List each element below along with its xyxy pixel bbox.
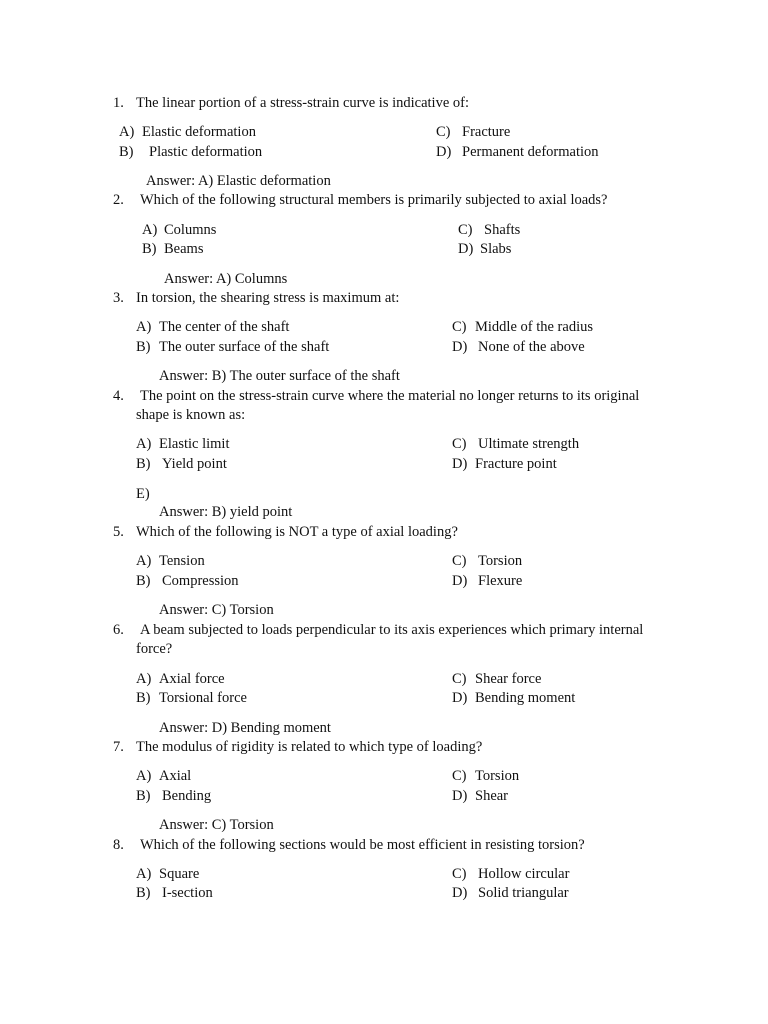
option-text: Bending moment <box>475 690 576 706</box>
option-text: Square <box>159 866 200 882</box>
option-text: The outer surface of the shaft <box>159 339 330 355</box>
question-number: 7. <box>113 739 124 755</box>
option-text: Ultimate strength <box>478 436 580 452</box>
option-letter: B) <box>119 144 134 160</box>
option-letter: A) <box>136 436 152 452</box>
option-letter: D) <box>452 573 468 589</box>
option-text: Torsional force <box>159 690 247 706</box>
option-letter: C) <box>458 222 473 238</box>
option-letter: D) <box>458 241 474 257</box>
option-text: Shafts <box>484 222 521 238</box>
option-letter: A) <box>136 768 152 784</box>
option-letter: B) <box>136 573 151 589</box>
option-letter: B) <box>136 788 151 804</box>
option-text: Torsion <box>478 553 523 569</box>
answer-text: Answer: C) Torsion <box>159 602 274 618</box>
option-letter: C) <box>452 553 467 569</box>
option-letter: A) <box>119 124 135 140</box>
question-number: 6. <box>113 622 124 638</box>
option-text: Tension <box>159 553 205 569</box>
option-text: I-section <box>162 885 213 901</box>
option-text: Beams <box>164 241 204 257</box>
question-text: In torsion, the shearing stress is maximum at: <box>136 290 400 306</box>
option-text: Bending <box>162 788 212 804</box>
option-text: Shear <box>475 788 509 804</box>
option-text: Torsion <box>475 768 520 784</box>
option-letter: A) <box>142 222 158 238</box>
question-number: 8. <box>113 837 124 853</box>
option-text: Axial force <box>159 671 225 687</box>
option-letter: C) <box>452 768 467 784</box>
option-text: Elastic deformation <box>142 124 256 140</box>
option-text: Plastic deformation <box>149 144 263 160</box>
question-number: 4. <box>113 388 124 404</box>
question-number: 5. <box>113 524 124 540</box>
option-text: Hollow circular <box>478 866 570 882</box>
answer-text: Answer: D) Bending moment <box>159 720 331 736</box>
option-letter: A) <box>136 553 152 569</box>
option-text: Axial <box>159 768 192 784</box>
option-text: Columns <box>164 222 217 238</box>
option-text: Middle of the radius <box>475 319 593 335</box>
question-number: 1. <box>113 95 124 111</box>
question-text: The modulus of rigidity is related to which type of loading? <box>136 739 483 755</box>
answer-text: Answer: B) yield point <box>159 504 293 520</box>
option-text: Compression <box>162 573 239 589</box>
option-letter: A) <box>136 866 152 882</box>
option-letter: C) <box>452 671 467 687</box>
question-text: Which of the following is NOT a type of axial loading? <box>136 524 458 540</box>
option-letter: B) <box>136 690 151 706</box>
option-text: Shear force <box>475 671 542 687</box>
option-letter: D) <box>452 690 468 706</box>
option-letter: A) <box>136 671 152 687</box>
option-text: Permanent deformation <box>462 144 599 160</box>
option-text: None of the above <box>478 339 585 355</box>
option-letter: C) <box>452 436 467 452</box>
answer-text: Answer: A) Elastic deformation <box>146 173 331 189</box>
option-letter: E) <box>136 486 150 502</box>
option-text: Fracture point <box>475 456 557 472</box>
option-letter: D) <box>436 144 452 160</box>
option-letter: D) <box>452 339 468 355</box>
question-text: A beam subjected to loads perpendicular to its axis experiences which primary internal <box>140 622 644 638</box>
question-text: Which of the following structural members is primarily subjected to axial loads? <box>140 192 608 208</box>
option-text: Elastic limit <box>159 436 230 452</box>
option-text: The center of the shaft <box>159 319 290 335</box>
option-letter: B) <box>136 456 151 472</box>
question-text: Which of the following sections would be most efficient in resisting torsion? <box>140 837 585 853</box>
answer-text: Answer: B) The outer surface of the shaft <box>159 368 400 384</box>
question-text: shape is known as: <box>136 407 246 423</box>
option-letter: C) <box>436 124 451 140</box>
option-text: Solid triangular <box>478 885 569 901</box>
option-text: Fracture <box>462 124 511 140</box>
option-letter: B) <box>136 339 151 355</box>
option-letter: C) <box>452 319 467 335</box>
option-letter: C) <box>452 866 467 882</box>
option-letter: D) <box>452 885 468 901</box>
option-text: Flexure <box>478 573 523 589</box>
answer-text: Answer: C) Torsion <box>159 817 274 833</box>
question-text: The linear portion of a stress-strain curve is indicative of: <box>136 95 469 111</box>
option-letter: D) <box>452 788 468 804</box>
question-text: force? <box>136 641 173 657</box>
question-number: 2. <box>113 192 124 208</box>
option-letter: D) <box>452 456 468 472</box>
option-text: Slabs <box>480 241 512 257</box>
option-letter: A) <box>136 319 152 335</box>
question-number: 3. <box>113 290 124 306</box>
answer-text: Answer: A) Columns <box>164 271 288 287</box>
option-letter: B) <box>142 241 157 257</box>
question-text: The point on the stress-strain curve where the material no longer returns to its original <box>140 388 640 404</box>
option-text: Yield point <box>162 456 227 472</box>
option-letter: B) <box>136 885 151 901</box>
